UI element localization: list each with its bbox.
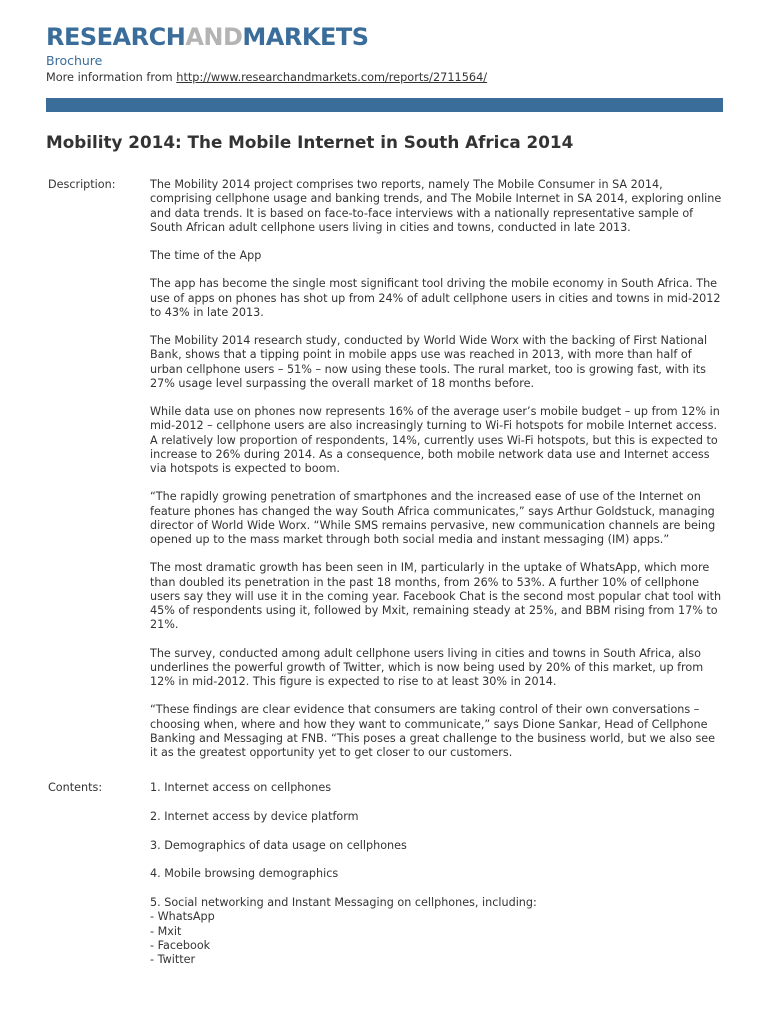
contents-item: 4. Mobile browsing demographics — [150, 867, 339, 881]
description-label: Description: — [48, 178, 116, 191]
contents-item: 3. Demographics of data usage on cellphones — [150, 838, 407, 852]
contents-subitem: - Twitter — [150, 953, 196, 966]
header-divider-bar — [46, 98, 723, 112]
description-paragraph: The Mobility 2014 project comprises two reports, namely The Mobile Consumer in SA 2014, comprising cellphone usage and banking trends, and The Mobile Internet in SA 2014, exploring online and data trends. It is based on face-to-face interviews with a nationally representative sample of South African adult cellphone users living in cities and towns, conducted in late 2013. — [150, 178, 722, 234]
description-paragraph: While data use on phones now represents 16% of the average user’s mobile budget – up from 12% in mid-2012 – cellphone users are also increasingly turning to Wi-Fi hotspots for mobile Internet access. A relatively low proportion of respondents, 14%, currently uses Wi-Fi hotspots, but this is expected to increase to 26% during 2014. As a consequence, both mobile network data use and Internet access via hotspots is expected to boom. — [150, 405, 720, 475]
contents-label: Contents: — [48, 781, 103, 794]
more-info-line — [46, 70, 487, 85]
description-paragraph: The Mobility 2014 research study, conducted by World Wide Worx with the backing of First National Bank, shows that a tipping point in mobile apps use was reached in 2013, with more than half of urban cellphone users – 51% – now using these tools. The rural market, too is growing fast, with its 27% usage level surpassing the overall market of 18 months before. — [150, 334, 708, 390]
logo-and: AND — [185, 23, 243, 51]
contents-subitem: - WhatsApp — [150, 910, 215, 924]
contents-subitem: - Mxit — [150, 924, 182, 938]
description-body — [150, 178, 723, 774]
contents-subitem: - Facebook — [150, 938, 211, 952]
contents-item-title: 5. Social networking and Instant Messaging on cellphones, including: — [150, 896, 537, 909]
description-paragraph: The survey, conducted among adult cellphone users living in cities and towns in South Africa, also underlines the powerful growth of Twitter, which is now being used by 20% of this market, up from 12% in mid-2012. This figure is expected to rise to at least 30% in 2014. — [150, 646, 704, 688]
report-url-link[interactable]: http://www.researchandmarkets.com/reports/2711564/ — [176, 71, 488, 84]
contents-list — [150, 781, 723, 982]
description-paragraph: The app has become the single most significant tool driving the mobile economy in South Africa. The use of apps on phones has shot up from 24% of adult cellphone users in cities and towns in mid-2012 to 43% in late 2013. — [150, 277, 721, 319]
description-paragraph: “The rapidly growing penetration of smartphones and the increased ease of use of the Internet on feature phones has changed the way South Africa communicates,” says Arthur Goldstuck, managing director of World Wide Worx. “While SMS remains pervasive, new communication channels are being opened up to the mass market through both social media and instant messaging (IM) apps.” — [150, 490, 716, 546]
description-section — [48, 178, 723, 758]
contents-section — [48, 781, 723, 981]
description-paragraph: “These findings are clear evidence that consumers are taking control of their own conversations – choosing when, where and how they want to communicate,” says Dione Sankar, Head of Cellphone Banking and Messaging at FNB. “This poses a great challenge to the business world, but we also see it as the greatest opportunity yet to get closer to our customers. — [150, 703, 716, 759]
brand-logo — [46, 22, 369, 52]
more-info-prefix: More information from — [46, 71, 177, 84]
contents-item: 2. Internet access by device platform — [150, 809, 359, 823]
contents-item: 1. Internet access on cellphones — [150, 781, 332, 794]
brochure-label: Brochure — [46, 53, 103, 68]
description-paragraph: The most dramatic growth has been seen in IM, particularly in the uptake of WhatsApp, which more than doubled its penetration in the past 18 months, from 26% to 53%. A further 10% of cellphone users say they will use it in the coming year. Facebook Chat is the second most popular chat tool with 45% of respondents using it, followed by Mxit, remaining steady at 25%, and BBM rising from 17% to 21%. — [150, 561, 722, 632]
contents-item-5 — [150, 896, 723, 967]
logo-markets: MARKETS — [242, 23, 369, 51]
logo-research: RESEARCH — [46, 23, 186, 51]
page-title: Mobility 2014: The Mobile Internet in South Africa 2014 — [46, 132, 574, 152]
description-paragraph: The time of the App — [150, 249, 262, 262]
